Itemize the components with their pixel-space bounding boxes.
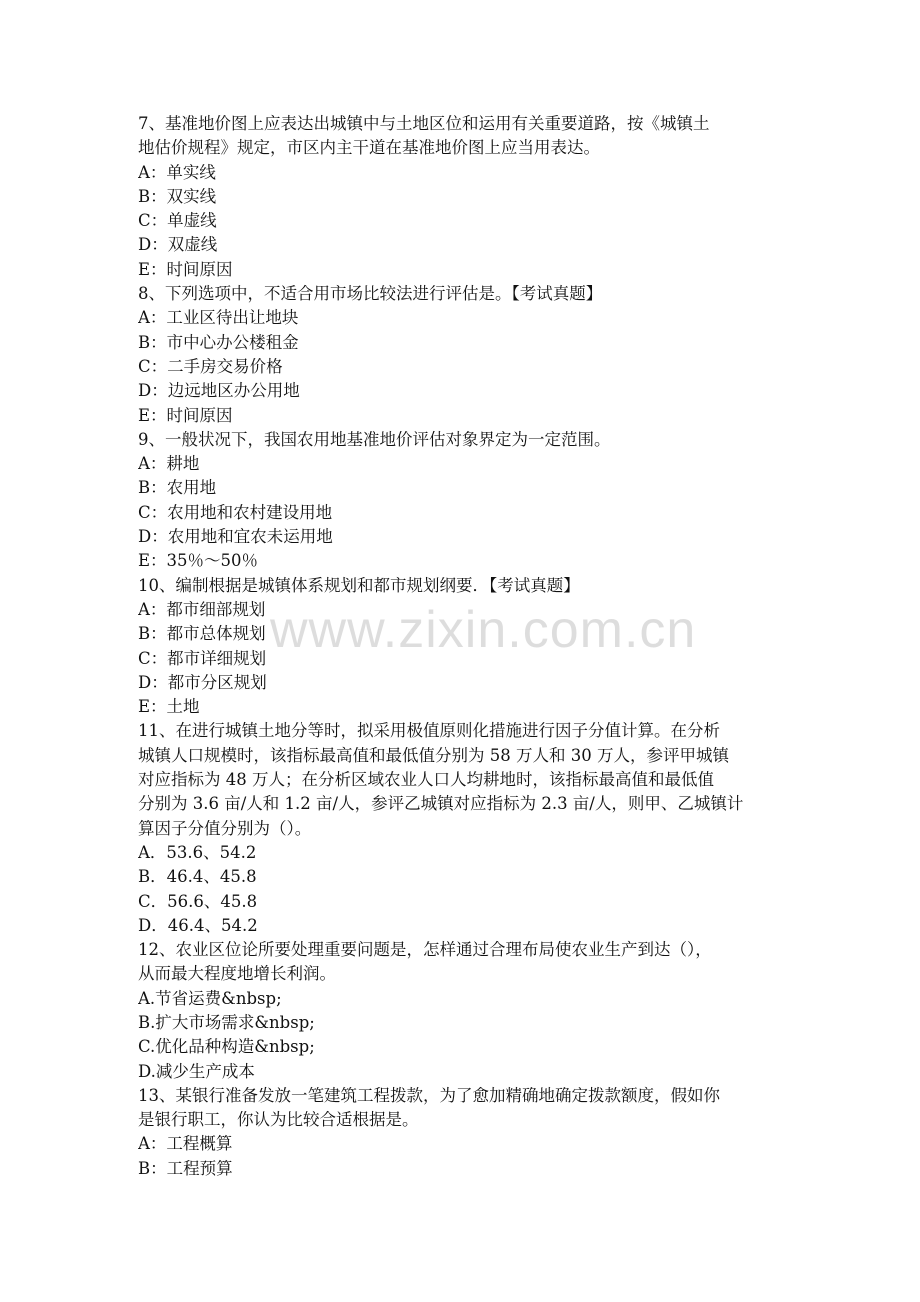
text-line: D．46.4、54.2	[138, 915, 258, 935]
text-line: C：二手房交易价格	[138, 356, 283, 376]
text-line: 11、在进行城镇土地分等时，拟采用极值原则化措施进行因子分值计算。在分析	[138, 721, 720, 741]
text-line: B：双实线	[138, 186, 217, 206]
text-line: D.减少生产成本	[138, 1061, 255, 1081]
text-line: 9、一般状况下，我国农用地基准地价评估对象界定为一定范围。	[138, 429, 611, 449]
text-line: E：时间原因	[138, 259, 233, 279]
text-line: 是银行职工，你认为比较合适根据是。	[138, 1110, 419, 1130]
question-list	[138, 112, 798, 1181]
watermark-text: www.zixin.com.cn	[270, 601, 697, 659]
text-line: B：农用地	[138, 478, 217, 498]
text-line: B．46.4、45.8	[138, 867, 257, 887]
text-line: E：时间原因	[138, 405, 233, 425]
text-line: A：工程概算	[138, 1134, 233, 1154]
text-line: 12、农业区位论所要处理重要问题是，怎样通过合理布局使农业生产到达（），	[138, 940, 712, 960]
text-line: C：农用地和农村建设用地	[138, 502, 333, 522]
text-line: 7、基准地价图上应表达出城镇中与土地区位和运用有关重要道路，按《城镇土	[138, 114, 710, 133]
text-line: B：市中心办公楼租金	[138, 332, 299, 352]
text-line: B：都市总体规划	[138, 624, 266, 644]
text-line: B.扩大市场需求&nbsp;	[138, 1012, 315, 1032]
text-line: 对应指标为 48 万人；在分析区域农业人口人均耕地时，该指标最高值和最低值	[138, 770, 714, 790]
text-line: E：35％～50％	[138, 551, 259, 571]
text-line: 13、某银行准备发放一笔建筑工程拨款，为了愈加精确地确定拨款额度，假如你	[138, 1085, 720, 1105]
text-line: A：都市细部规划	[138, 599, 266, 619]
text-line: A.节省运费&nbsp;	[138, 988, 282, 1008]
text-line: C.优化品种构造&nbsp;	[138, 1037, 315, 1057]
text-line: 分别为 3.6 亩/人和 1.2 亩/人，参评乙城镇对应指标为 2.3 亩/人，则甲、乙城镇计	[138, 794, 744, 814]
text-line: C．56.6、45.8	[138, 891, 258, 911]
text-line: 从而最大程度地增长利润。	[138, 964, 336, 984]
text-line: A．53.6、54.2	[138, 842, 257, 862]
text-line: A：单实线	[138, 162, 216, 182]
text-line: 城镇人口规模时，该指标最高值和最低值分别为 58 万人和 30 万人，参评甲城镇	[138, 745, 729, 765]
text-line: 地估价规程》规定，市区内主干道在基准地价图上应当用表达。	[138, 138, 600, 158]
text-line: 算因子分值分别为（）。	[138, 818, 312, 838]
text-line: C：都市详细规划	[138, 648, 267, 668]
text-line: A：工业区待出让地块	[138, 308, 299, 328]
text-line: D：农用地和宜农未运用地	[138, 527, 333, 547]
text-line: D：都市分区规划	[138, 672, 267, 692]
text-line: D：边远地区办公用地	[138, 381, 300, 401]
text-line: C：单虚线	[138, 211, 217, 231]
text-line: B：工程预算	[138, 1158, 233, 1178]
text-line: E：土地	[138, 697, 200, 717]
text-line: 10、编制根据是城镇体系规划和都市规划纲要．【考试真题】	[138, 575, 580, 595]
text-line: 8、下列选项中，不适合用市场比较法进行评估是。【考试真题】	[138, 284, 603, 304]
text-line: A：耕地	[138, 454, 200, 474]
text-line: D：双虚线	[138, 235, 218, 255]
